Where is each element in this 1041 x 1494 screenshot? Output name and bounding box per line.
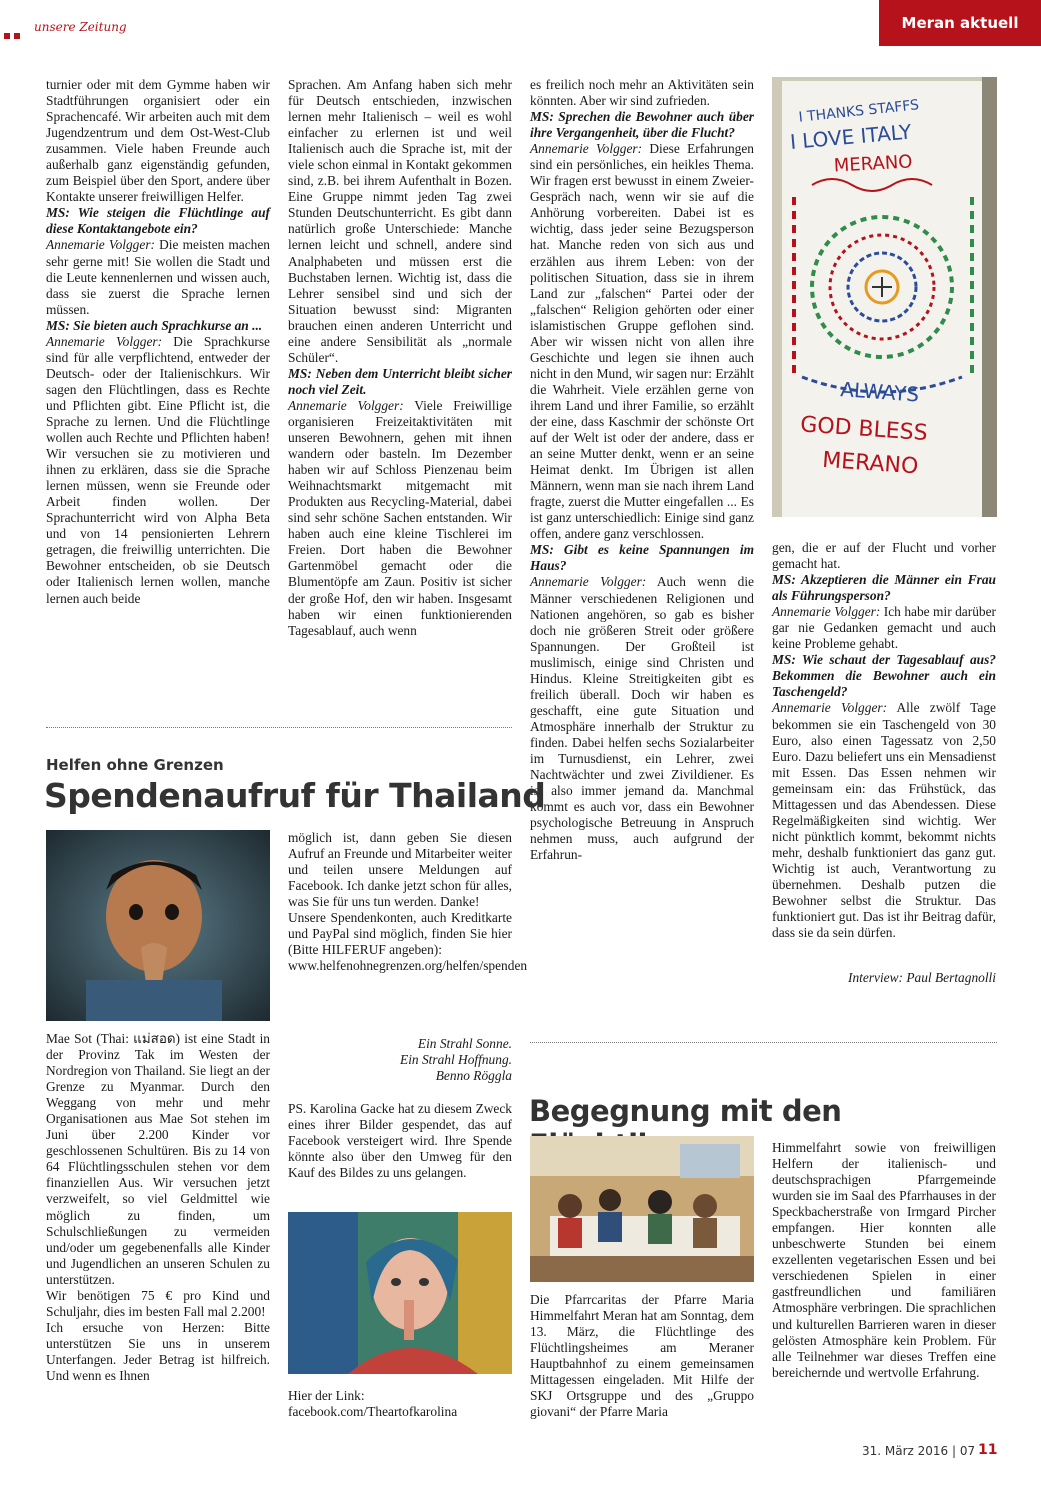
- article2-column-2: Himmelfahrt sowie von freiwilligen Helfern der italienisch- und deutschsprachigen Pfarrgemeinde wurden sie im Saal des Pfarrhauses in der Speckbacherstraße von Irmgard Pircher empfangen. Hier konnten alle unbeschwerte Stunden bei einem exzellenten vegetarischen Essen und bei verschiedenen Spielen in einer gastfreundlichen und familiären Atmosphäre verbringen. Die sprachlichen und kulturellen Barrieren waren in dieser gelösten Atmosphäre kein Problem. Für alle Teilnehmer war dieses Treffen eine bereichernde und wertvolle Erfahrung.: [772, 1140, 996, 1380]
- body-paragraph: Wir benötigen 75 € pro Kind und Schuljahr, dies im besten Fall mal 2.200!: [46, 1287, 270, 1319]
- child-photo-illustration: [46, 830, 270, 1021]
- speaker-name: Annemarie Volgger:: [46, 333, 163, 349]
- article1-kicker: Helfen ohne Grenzen: [46, 756, 224, 774]
- dinner-photo: [530, 1136, 754, 1282]
- interview-credit: Interview: Paul Bertagnolli: [847, 970, 996, 985]
- article1-headline: Spendenaufruf für Thailand: [44, 776, 546, 815]
- painting-photo: [288, 1212, 512, 1374]
- banner-illustration: [772, 77, 997, 517]
- interview-answer: Annemarie Volgger: Diese Erfahrungen sind ein persönliches, ein heikles Thema. Wir fragen erst bewusst in einem Zweier-Gespräch nach, wenn wir sie auf die Anhörung vorbereiten. Dabei ist es wichtig, dass jeder seine Bezugsperson hat. Manche reden von sich aus und erzählen aus ihrem Leben: von der politischen Situation, dass sie in ihrem Land zur „falschen“ Partei oder der „falschen“ Religion gehörten oder einer islamistischen Gruppe geflohen sind. Aber wir wissen nicht von allen ihre Geschichte und legen sie ihnen auch nicht in den Mund, wir sagen nur: Erzählt die Wahrheit. Viele erzählen gerne von ihrem Land und ihrer Familie, so erzählt der eine, dass Kaschmir der schönste Ort auf der Welt ist oder der andere, dass er an seine Mutter denkt, wenn er an seine Heimat denkt. Im Übrigen ist allen Männern, wenn man sie nach ihrem Land fragte, zuerst die Mutter eingefallen ... Es ist ganz unterschiedlich: Einige sind ganz offen, andere ganz verschlossen.: [530, 141, 754, 542]
- interview-question: MS: Wie steigen die Flüchtlinge auf diese Kontaktangebote ein?: [46, 205, 270, 237]
- interview-answer: Annemarie Volgger: Auch wenn die Männer verschiedenen Religionen und Nationen angehören, so gab es bisher doch nie größeren Streit oder größere Spannungen. Der Großteil ist muslimisch, einige sind Christen und Hindus. Kleine Streitigkeiten gibt es freilich überall. Doch wir haben es geschafft, eine gute Situation und Atmosphäre innerhalb der Struktur zu finden. Dabei helfen sechs Sozialarbeiter im Turnusdienst, ein Lehrer, zwei Nachtwächter und zwei Zivildiener. Es ist also immer jemand da. Manchmal kommt es auch vor, dass ein Bewohner psychologische Betreuung in Anspruch nehmen muss, auch aufgrund der Erfahrun-: [530, 574, 755, 863]
- body-paragraph: Unsere Spendenkonten, auch Kreditkarte und PayPal sind möglich, finden Sie hier (Bitte HILFERUF angeben):: [288, 910, 512, 958]
- interview-question: MS: Akzeptieren die Männer ein Frau als Führungsperson?: [772, 572, 996, 604]
- speaker-name: Annemarie Volgger:: [772, 604, 881, 620]
- interview-column-4: [772, 540, 996, 941]
- header-marker: [4, 26, 26, 34]
- interview-answer: Annemarie Volgger: Die Sprachkurse sind für alle verpflichtend, entweder der Deutsch- oder der Italienischkurs. Wir sagen den Flüchtlingen, dass es Rechte und Pflichten gibt. Eine Pflicht ist, die Sprache zu lernen. Und die Flüchtlinge wollen auch Rechte und Pflichten haben! Wir versuchen sie zu motivieren und ihnen zu erklären, dass sie die Sprache lernen müssen, wenn sie Freunde oder Arbeit finden wollen. Der Sprachunterricht wird von Alpha Beta und von 14 pensionierten Lehrern getragen, die freiwillig unterrichten. Die Bewohner entscheiden, ob sie Deutsch oder Italienisch lernen wollen, manche lernen auch beide: [46, 333, 271, 606]
- article1-column-2: [288, 830, 528, 974]
- banner-text-5: GOD BLESS: [799, 412, 929, 447]
- dinner-illustration: [530, 1136, 754, 1282]
- speaker-name: Annemarie Volgger:: [288, 397, 404, 413]
- child-photo: [46, 830, 270, 1021]
- banner-text-2: I LOVE ITALY: [789, 119, 913, 154]
- article1-signature: [288, 1036, 512, 1084]
- banner-text-1: I THANKS STAFFS: [797, 97, 920, 126]
- interview-column-3: [530, 77, 754, 863]
- article1-column-1: [46, 1031, 270, 1384]
- article2-headline: Begegnung mit den: [529, 1094, 842, 1128]
- page-number: 11: [978, 1442, 998, 1458]
- article1-link-label: Hier der Link:: [288, 1388, 365, 1403]
- body-paragraph: Ich ersuche von Herzen: Bitte unterstützen Sie uns in unserem Unterfangen. Jeder Betrag ist hilfreich. Und wenn es Ihnen: [46, 1319, 270, 1383]
- body-paragraph: es freilich noch mehr an Aktivitäten sein könnten. Aber wir sind zufrieden.: [530, 77, 754, 109]
- interview-question: MS: Neben dem Unterricht bleibt sicher noch viel Zeit.: [288, 365, 512, 397]
- signature-author: Benno Röggla: [435, 1068, 512, 1084]
- body-paragraph: möglich ist, dann geben Sie diesen Aufruf an Freunde und Mitarbeiter weiter und teilen unsere Meldungen auf Facebook. Ich danke jetzt schon für alles, was Sie für uns tun werden. Danke!: [288, 830, 512, 910]
- banner-text-3: MERANO: [833, 151, 913, 177]
- interview-question: MS: Gibt es keine Spannungen im Haus?: [530, 542, 754, 574]
- speaker-name: Annemarie Volgger:: [46, 237, 155, 253]
- interview-question: MS: Sie bieten auch Sprachkurse an ...: [46, 317, 263, 333]
- body-paragraph: turnier oder mit dem Gymme haben wir Stadtführungen organisiert oder ein Sprachencafé. Wir arbeiten auch mit dem Jugendzentrum und dem Ost-West-Club zusammen. Viele haben Freunde auch außerhalb ganz eigenständig gefunden, zum Beispiel über den Sport, andere über Kontakte unserer freiwilligen Helfer.: [46, 77, 270, 205]
- interview-answer: Annemarie Volgger: Die meisten machen sehr gerne mit! Sie wollen die Stadt und die Leute kennenlernen und wissen auch, dass sie zuerst die Sprache lernen müssen.: [46, 237, 270, 317]
- section-tab: Meran aktuell: [879, 0, 1041, 46]
- banner-text-4: ALWAYS: [839, 377, 920, 407]
- signature-line-1: Ein Strahl Sonne.: [417, 1036, 512, 1051]
- body-paragraph: www.helfenohnegrenzen.org/helfen/spenden: [288, 958, 528, 974]
- article1-link-url[interactable]: facebook.com/Theartofkarolina: [288, 1404, 458, 1419]
- interview-answer: Annemarie Volgger: Ich habe mir darüber gar nie Gedanken gemacht und auch keine Probleme gehabt.: [772, 604, 996, 652]
- article1-postscript: PS. Karolina Gacke hat zu diesem Zweck eines ihrer Bilder gespendet, das auf Facebook versteigert wird. Ihre Spende könnte also über den Umweg für den Kauf des Bildes zu uns gelangen.: [288, 1101, 512, 1181]
- publication-brand: unsere Zeitung: [34, 20, 127, 34]
- body-paragraph: Mae Sot (Thai: แม่สอด) ist eine Stadt in der Provinz Tak im Westen der Nordregion von Thailand. Sie liegt an der Grenze zu Myanmar. Durch den Weggang von mehr und mehr Organisationen aus Mae Sot stehen im Juni über 2.200 Kinder vor geschlossenen Schultüren. Bis zu 14 von 64 Flüchtlingsschulen stehen vor dem finanziellen Aus. Wir versuchen jetzt verzweifelt, so viel Geldmittel wie möglich zu finden, um Schulschließungen zu vermeiden und/oder um gegebenenfalls alle Kinder und Jugendlichen an unseren Schulen zu unterstützen.: [46, 1031, 270, 1287]
- article2-column-1: Die Pfarrcaritas der Pfarre Maria Himmelfahrt Meran hat am Sonntag, dem 13. März, die Flüchtlinge des Flüchtlingsheimes am Meraner Hauptbahnhof zu einem gemeinsamen Mittagessen eingeladen. Mit Hilfe der SKJ Ortsgruppe und des „Gruppo giovani“ der Pfarre Maria: [530, 1292, 754, 1420]
- banner-photo: [772, 77, 997, 517]
- interview-column-2: [288, 77, 512, 639]
- banner-text-6: MERANO: [821, 447, 920, 480]
- interview-column-1: [46, 77, 270, 607]
- body-paragraph: gen, die er auf der Flucht und vorher gemacht hat.: [772, 540, 996, 572]
- section-divider-left: [46, 727, 512, 728]
- signature-line-2: Ein Strahl Hoffnung.: [400, 1052, 512, 1068]
- speaker-name: Annemarie Volgger:: [530, 141, 643, 157]
- speaker-name: Annemarie Volgger:: [772, 700, 888, 716]
- body-paragraph: Sprachen. Am Anfang haben sich mehr für Deutsch entschieden, inzwischen lernen mehr Italienisch – weil es wohl einfacher zu erlernen ist und weil Italienisch auch die Sprache ist, mit der viele schon einmal in Kontakt gekommen sind, z.B. bei ihrem Aufenthalt in Bozen. Eine Gruppe nimmt jeden Tag zwei Stunden Deutschunterricht. Es gibt dann natürlich große Unterschiede: Manche lernen leicht und schnell, andere sind Analphabeten und müssen erst die Buchstaben lernen. Wichtig ist, dass die Lehrer sensibel sind und sich der Situation bewusst sind: Migranten brauchen einen anderen Unterricht und eine andere Sensibilität als „normale Schüler“.: [288, 77, 512, 365]
- interview-question: MS: Sprechen die Bewohner auch über ihre Vergangenheit, über die Flucht?: [530, 109, 754, 141]
- painting-illustration: [288, 1212, 512, 1374]
- speaker-name: Annemarie Volgger:: [530, 574, 647, 590]
- issue-date: 31. März 2016 | 07: [862, 1444, 976, 1458]
- interview-answer: Annemarie Volgger: Viele Freiwillige organisieren Freizeitaktivitäten mit unseren Bewohnern, gehen mit ihnen wandern oder basteln. Im Dezember haben wir auf Schloss Pienzenau beim Weihnachtsmarkt mitgemacht mit Produkten aus Recycling-Material, dabei sind sehr schöne Sachen entstanden. Wir haben auch eine kleine Tischlerei im Freien. Dort haben die Bewohner Gartenmöbel gemacht oder die Blumentöpfe am Zaun. Positiv ist sicher der große Hof, den wir haben. Insgesamt haben wir einen funktionierenden Tagesablauf, auch wenn: [288, 397, 512, 638]
- interview-question: MS: Wie schaut der Tagesablauf aus? Bekommen die Bewohner auch ein Taschengeld?: [772, 652, 996, 700]
- interview-answer: Annemarie Volgger: Alle zwölf Tage bekommen sie ein Taschengeld von 30 Euro, also einen Tagessatz von 2,50 Euro. Dazu beliefert uns ein Mensadienst mit Essen. Das Essen nehmen wir gemeinsam ein: das Frühstück, das Mittagessen und das Abendessen. Diese Regelmäßigkeiten sind wichtig. Wer nicht pünktlich kommt, bekommt nichts mehr, deshalb funktioniert das ganz gut. Wichtig ist auch, Verantwortung zu übernehmen. Deshalb putzen die Bewohner selbst die Struktur. Das funktioniert gut. Das ist ihr Beitrag dafür, dass sie da sein dürfen.: [772, 700, 997, 941]
- section-divider-right: [530, 1042, 997, 1043]
